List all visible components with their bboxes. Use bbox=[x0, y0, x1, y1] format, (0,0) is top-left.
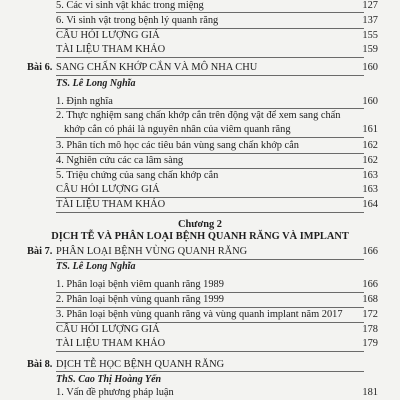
lesson-title: SANG CHẤN KHỚP CẮN VÀ MÔ NHA CHU bbox=[56, 62, 258, 73]
toc-entry bbox=[0, 95, 400, 109]
lesson-label: Bài 8. bbox=[27, 359, 53, 370]
entry-page: 159 bbox=[362, 44, 378, 55]
toc-entry bbox=[0, 386, 400, 400]
chapter-title: DỊCH TỄ VÀ PHÂN LOẠI BỆNH QUANH RĂNG VÀ IMPLANT bbox=[51, 231, 349, 242]
entry-page: 162 bbox=[362, 155, 378, 166]
lesson-author: TS. Lê Long Nghĩa bbox=[56, 78, 136, 89]
lesson-author: TS. Lê Long Nghĩa bbox=[56, 261, 136, 272]
lesson-author-row bbox=[0, 77, 400, 91]
lesson-page: 160 bbox=[362, 62, 378, 73]
toc-entry bbox=[0, 183, 400, 197]
toc-entry bbox=[0, 109, 400, 123]
entry-title: 2. Thực nghiệm sang chấn khớp cắn trên động vật để xem sang chấn bbox=[56, 110, 341, 121]
lesson-label: Bài 7. bbox=[27, 246, 53, 257]
entry-page: 163 bbox=[362, 170, 378, 181]
divider bbox=[56, 212, 364, 213]
entry-page: 168 bbox=[362, 294, 378, 305]
toc-entry bbox=[0, 14, 400, 28]
entry-title: 5. Các vi sinh vật khác trong miệng bbox=[56, 0, 204, 11]
entry-page: 137 bbox=[362, 15, 378, 26]
chapter-label: Chương 2 bbox=[177, 219, 223, 230]
divider bbox=[56, 57, 364, 58]
entry-title: 2. Phân loại bệnh vùng quanh răng 1999 bbox=[56, 294, 224, 305]
toc-entry bbox=[0, 308, 400, 322]
divider bbox=[56, 12, 364, 13]
lesson-title: PHÂN LOẠI BỆNH VÙNG QUANH RĂNG bbox=[56, 246, 248, 257]
lesson-author-row bbox=[0, 260, 400, 274]
entry-title: 6. Vi sinh vật trong bệnh lý quanh răng bbox=[56, 15, 219, 26]
toc-entry-continued bbox=[0, 123, 400, 137]
toc-entry bbox=[0, 43, 400, 57]
entry-title: TÀI LIỆU THAM KHẢO bbox=[56, 44, 166, 55]
entry-title: 5. Triệu chứng của sang chấn khớp cắn bbox=[56, 170, 219, 181]
lesson-heading bbox=[0, 61, 400, 75]
entry-title: CÂU HỎI LƯỢNG GIÁ bbox=[56, 30, 160, 41]
entry-title: 1. Phân loại bệnh viêm quanh răng 1989 bbox=[56, 279, 224, 290]
entry-page: 166 bbox=[362, 279, 378, 290]
lesson-author: ThS. Cao Thị Hoàng Yến bbox=[56, 374, 162, 385]
toc-entry bbox=[0, 154, 400, 168]
toc-entry bbox=[0, 293, 400, 307]
toc-entry bbox=[0, 198, 400, 212]
lesson-heading bbox=[0, 358, 400, 372]
lesson-heading bbox=[0, 245, 400, 259]
entry-page: 160 bbox=[362, 96, 378, 107]
entry-title: 1. Vấn đề phương pháp luận bbox=[56, 387, 174, 398]
entry-title: 3. Phân loại bệnh vùng quanh răng và vùng quanh implant năm 2017 bbox=[56, 309, 343, 320]
divider bbox=[56, 371, 364, 372]
entry-page: 162 bbox=[362, 140, 378, 151]
lesson-page: 166 bbox=[362, 246, 378, 257]
lesson-title: DỊCH TỄ HỌC BỆNH QUANH RĂNG bbox=[56, 359, 225, 370]
entry-title: TÀI LIỆU THAM KHẢO bbox=[56, 199, 166, 210]
entry-title: 3. Phân tích mô học các tiêu bản vùng sang chấn khớp cắn bbox=[56, 140, 299, 151]
entry-title: CÂU HỎI LƯỢNG GIÁ bbox=[56, 184, 160, 195]
toc-entry bbox=[0, 29, 400, 43]
entry-page: 161 bbox=[362, 124, 378, 135]
entry-title: CÂU HỎI LƯỢNG GIÁ bbox=[56, 324, 160, 335]
divider bbox=[56, 75, 364, 76]
entry-page: 181 bbox=[362, 387, 378, 398]
toc-entry bbox=[0, 337, 400, 351]
entry-page: 172 bbox=[362, 309, 378, 320]
entry-page: 179 bbox=[362, 338, 378, 349]
lesson-author-row bbox=[0, 373, 400, 387]
toc-entry bbox=[0, 169, 400, 183]
entry-page: 127 bbox=[362, 0, 378, 11]
entry-title-continued: khớp cắn có phải là nguyên nhân của viêm quanh răng bbox=[64, 124, 291, 135]
entry-page: 164 bbox=[362, 199, 378, 210]
divider bbox=[56, 137, 364, 138]
lesson-label: Bài 6. bbox=[27, 62, 53, 73]
toc-entry bbox=[0, 139, 400, 153]
entry-page: 163 bbox=[362, 184, 378, 195]
entry-title: TÀI LIỆU THAM KHẢO bbox=[56, 338, 166, 349]
toc-entry bbox=[0, 323, 400, 337]
entry-title: 4. Nghiên cứu các ca lâm sàng bbox=[56, 155, 184, 166]
entry-page: 178 bbox=[362, 324, 378, 335]
entry-page: 155 bbox=[362, 30, 378, 41]
entry-title: 1. Định nghĩa bbox=[56, 96, 113, 107]
toc-entry bbox=[0, 278, 400, 292]
divider bbox=[56, 351, 364, 352]
